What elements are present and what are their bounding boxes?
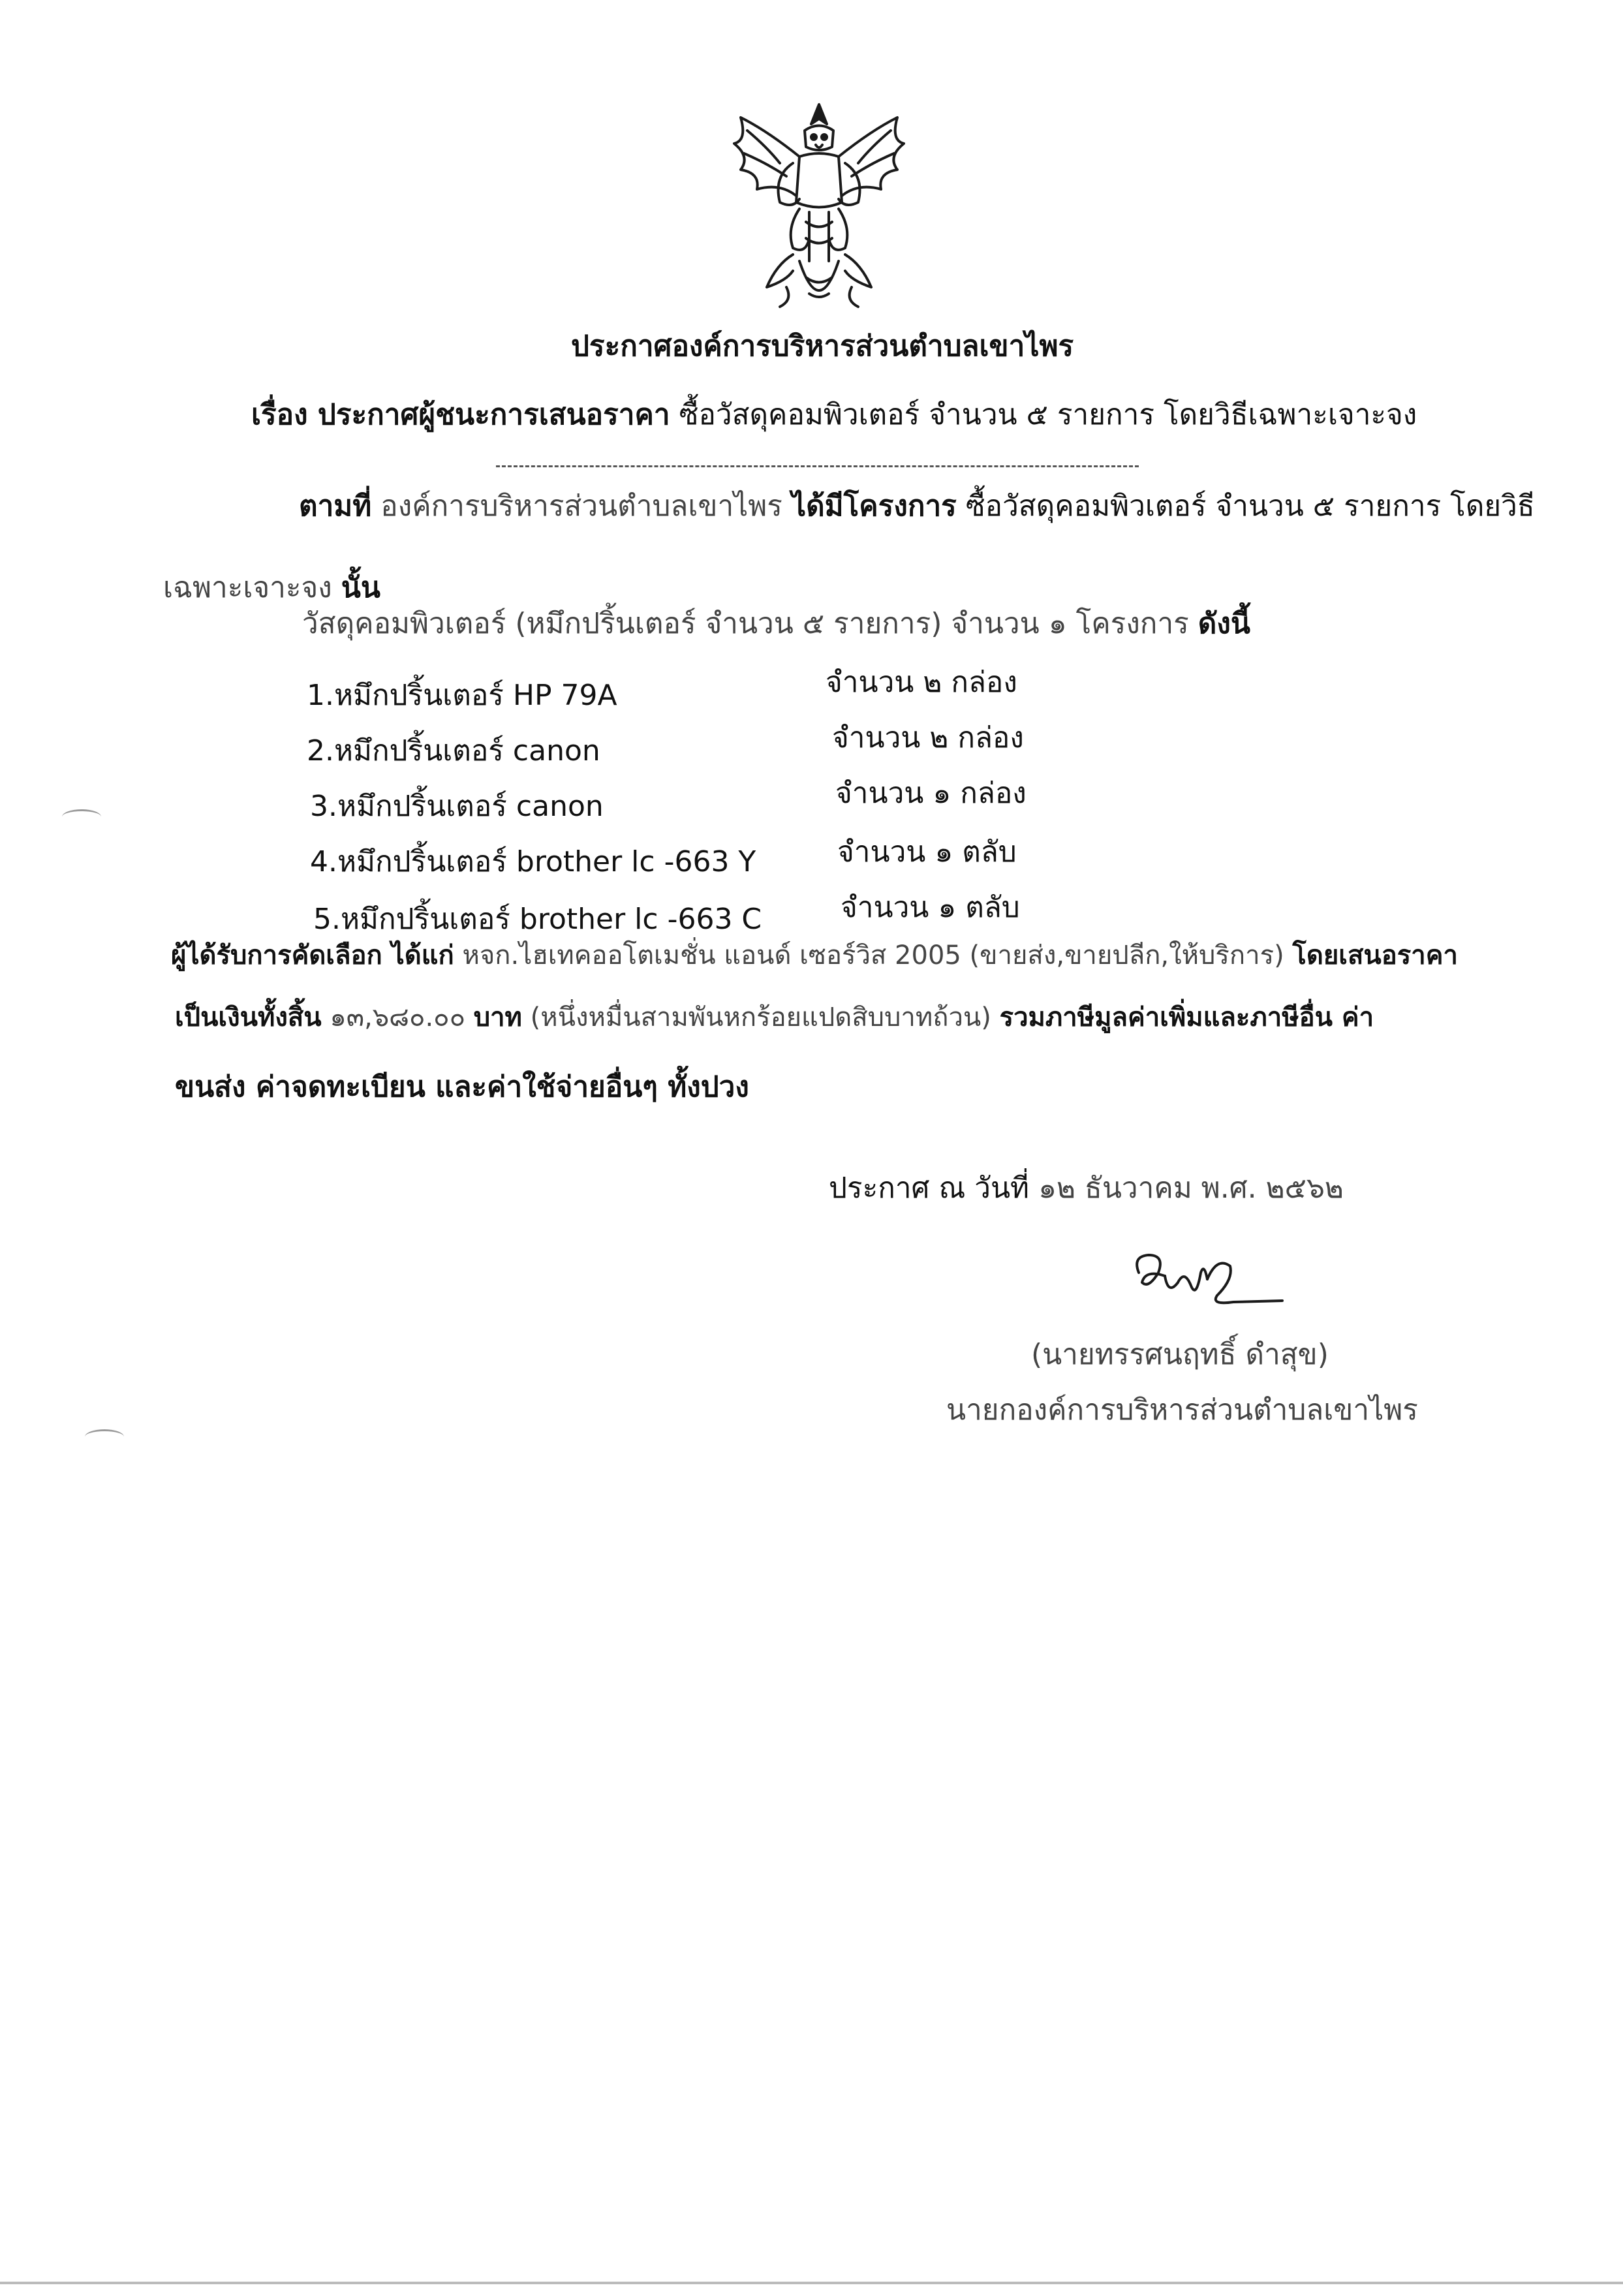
- intro-line-1: [299, 489, 1535, 524]
- winner-baht: บาท: [473, 1002, 522, 1032]
- list-item-qty: จำนวน ๑ กล่อง: [835, 777, 1027, 810]
- intro-line2-suffix: นั้น: [341, 571, 380, 604]
- intro-org-name: องค์การบริหารส่วนตำบลเขาไพร: [380, 489, 782, 523]
- list-item-name: 2.หมึกปริ้นเตอร์ canon: [307, 734, 600, 768]
- list-item-name: 5.หมึกปริ้นเตอร์ brother lc -663 C: [313, 903, 762, 936]
- document-title: ประกาศองค์การบริหารส่วนตำบลเขาไพร: [571, 330, 1074, 363]
- winner-total-label: เป็นเงินทั้งสิ้น: [175, 1002, 322, 1032]
- garuda-emblem-icon: [695, 91, 943, 326]
- intro-line2-text: เฉพาะเจาะจง: [163, 571, 332, 604]
- announcement-date-label: ประกาศ ณ วันที่: [829, 1171, 1030, 1205]
- divider-line: [496, 465, 1139, 467]
- subject-label: เรื่อง ประกาศผู้ชนะการเสนอราคา: [251, 398, 670, 431]
- intro-line-2: [163, 571, 380, 606]
- intro-project-text: ซื้อวัสดุคอมพิวเตอร์ จำนวน ๕ รายการ โดยวิธี: [965, 489, 1535, 523]
- signatory-position: นายกองค์การบริหารส่วนตำบลเขาไพร: [946, 1393, 1418, 1427]
- intro-lead-word: ตามที่: [299, 489, 372, 523]
- announcement-date-value: ๑๒ ธันวาคม พ.ศ. ๒๕๖๒: [1038, 1171, 1344, 1205]
- winner-company: หจก.ไฮเทคออโตเมชั่น แอนด์ เซอร์วิส 2005 (ขายส่ง,ขายปลีก,ให้บริการ): [462, 940, 1284, 970]
- list-item-qty: จำนวน ๑ ตลับ: [841, 891, 1020, 924]
- items-intro-suffix: ดังนี้: [1198, 607, 1250, 640]
- signature-icon: [1119, 1243, 1289, 1315]
- subject-text: ซื้อวัสดุคอมพิวเตอร์ จำนวน ๕ รายการ โดยวิธีเฉพาะเจาะจง: [679, 398, 1417, 431]
- announcement-date: [829, 1171, 1344, 1206]
- page-edge-line: [0, 2282, 1623, 2284]
- list-item-name: 3.หมึกปริ้นเตอร์ canon: [310, 790, 604, 823]
- winner-amount-words: (หนึ่งหมื่นสามพันหกร้อยแปดสิบบาทถ้วน): [530, 1002, 991, 1032]
- list-item-qty: จำนวน ๒ กล่อง: [832, 721, 1024, 754]
- winner-line-1: [171, 940, 1458, 971]
- punch-hole-mark: [85, 1429, 124, 1444]
- list-item-name: 4.หมึกปริ้นเตอร์ brother lc -663 Y: [310, 845, 756, 878]
- document-subject: [251, 398, 1417, 433]
- winner-label: ผู้ได้รับการคัดเลือก ได้แก่: [171, 940, 454, 970]
- winner-amount: ๑๓,๖๘๐.๐๐: [330, 1002, 465, 1032]
- winner-tax-text: รวมภาษีมูลค่าเพิ่มและภาษีอื่น ค่า: [999, 1002, 1374, 1032]
- list-item-name: 1.หมึกปริ้นเตอร์ HP 79A: [307, 679, 617, 712]
- winner-offer-label: โดยเสนอราคา: [1292, 940, 1458, 970]
- winner-line-2: [175, 1002, 1374, 1033]
- items-intro-text: วัสดุคอมพิวเตอร์ (หมึกปริ้นเตอร์ จำนวน ๕ รายการ) จำนวน ๑ โครงการ: [302, 607, 1189, 640]
- punch-hole-mark: [62, 809, 101, 824]
- list-item-qty: จำนวน ๒ กล่อง: [826, 666, 1017, 699]
- signatory-name: (นายทรรศนฤทธิ์ ดำสุข): [1031, 1338, 1329, 1371]
- intro-has-project: ได้มีโครงการ: [791, 489, 957, 523]
- items-intro: [302, 607, 1250, 642]
- winner-line-3: ขนส่ง ค่าจดทะเบียน และค่าใช้จ่ายอื่นๆ ทั้งปวง: [175, 1070, 749, 1104]
- list-item-qty: จำนวน ๑ ตลับ: [837, 835, 1017, 869]
